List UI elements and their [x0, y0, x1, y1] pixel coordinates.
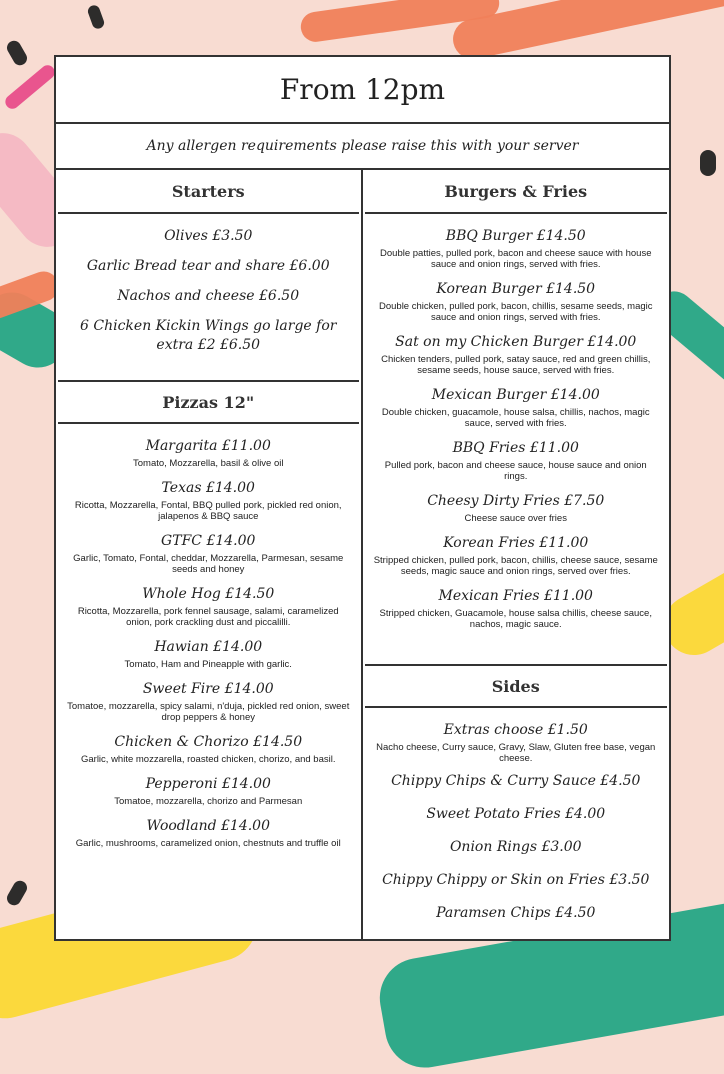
item-name: Nachos and cheese £6.50 — [117, 288, 300, 304]
item-description: Garlic, white mozzarella, roasted chicken, chorizo, and basil. — [80, 754, 336, 765]
burgers-heading: Burgers & Fries — [365, 170, 668, 214]
item-description: Ricotta, Mozzarella, pork fennel sausage, salami, caramelized onion, pork crackling dust and piccalilli. — [77, 606, 339, 628]
item-name: GTFC £14.00 — [161, 533, 256, 549]
item-description: Garlic, Tomato, Fontal, cheddar, Mozzarella, Parmesan, sesame seeds and honey — [73, 553, 344, 575]
menu-item — [66, 257, 351, 276]
item-name: BBQ Burger £14.50 — [445, 228, 586, 244]
menu-title: From 12pm — [56, 57, 669, 124]
item-name: Sweet Potato Fries £4.00 — [426, 806, 606, 822]
item-description: Nacho cheese, Curry sauce, Gravy, Slaw, Gluten free base, vegan cheese. — [376, 742, 656, 764]
menu-item — [66, 637, 351, 670]
menu-item — [373, 721, 660, 764]
item-name: Korean Burger £14.50 — [436, 281, 596, 297]
menu-item — [66, 584, 351, 628]
item-name: 6 Chicken Kickin Wings go large for extra £2 £6.50 — [80, 318, 337, 353]
sides-heading: Sides — [365, 664, 668, 708]
item-name: Chippy Chips & Curry Sauce £4.50 — [391, 773, 641, 789]
menu-item — [66, 816, 351, 849]
item-name: Chicken & Chorizo £14.50 — [114, 734, 303, 750]
menu-item — [66, 531, 351, 575]
item-name: Onion Rings £3.00 — [449, 839, 582, 855]
menu-item — [373, 385, 660, 429]
menu-item — [66, 436, 351, 469]
menu-item — [66, 774, 351, 807]
item-name: Hawian £14.00 — [154, 639, 263, 655]
item-description: Double patties, pulled pork, bacon and cheese sauce with house sauce and onion rings, served with fries. — [380, 248, 652, 270]
starters-heading: Starters — [58, 170, 359, 214]
menu-card — [54, 55, 671, 941]
item-description: Cheese sauce over fries — [464, 513, 567, 524]
menu-item — [66, 679, 351, 723]
menu-item — [373, 279, 660, 323]
sides-list — [363, 708, 670, 923]
item-description: Garlic, mushrooms, caramelized onion, chestnuts and truffle oil — [75, 838, 341, 849]
item-description: Stripped chicken, Guacamole, house salsa chillis, cheese sauce, nachos, magic sauce. — [379, 608, 652, 630]
item-description: Stripped chicken, pulled pork, bacon, chillis, cheese sauce, sesame seeds, magic sauce and onion rings, served over fries. — [373, 555, 658, 577]
left-column — [56, 170, 363, 939]
item-name: Paramsen Chips £4.50 — [436, 905, 596, 921]
item-name: Mexican Burger £14.00 — [431, 387, 600, 403]
item-description: Chicken tenders, pulled pork, satay sauce, red and green chillis, sesame seeds, house sauce, served with fries. — [381, 354, 651, 376]
right-column — [363, 170, 670, 939]
item-name: Cheesy Dirty Fries £7.50 — [427, 493, 605, 509]
item-name: Extras choose £1.50 — [443, 722, 588, 738]
item-description: Double chicken, pulled pork, bacon, chillis, sesame seeds, magic sauce and onion rings, served with fries. — [378, 301, 653, 323]
item-description: Pulled pork, bacon and cheese sauce, house sauce and onion rings. — [384, 460, 647, 482]
item-description: Double chicken, guacamole, house salsa, chillis, nachos, magic sauce, served with fries. — [381, 407, 650, 429]
menu-item — [373, 805, 660, 824]
item-name: Sweet Fire £14.00 — [142, 681, 274, 697]
menu-item — [66, 317, 351, 355]
item-name: Sat on my Chicken Burger £14.00 — [395, 334, 637, 350]
item-name: Whole Hog £14.50 — [142, 586, 275, 602]
menu-item — [373, 438, 660, 482]
pizzas-heading: Pizzas 12" — [58, 380, 359, 424]
menu-item — [66, 227, 351, 246]
item-description: Tomatoe, mozzarella, chorizo and Parmesan — [114, 796, 303, 807]
item-name: Texas £14.00 — [161, 480, 255, 496]
menu-item — [373, 491, 660, 524]
item-name: Garlic Bread tear and share £6.00 — [86, 258, 330, 274]
item-name: BBQ Fries £11.00 — [452, 440, 579, 456]
menu-item — [373, 586, 660, 630]
item-description: Tomato, Mozzarella, basil & olive oil — [133, 458, 284, 469]
allergen-notice: Any allergen requirements please raise this with your server — [56, 124, 669, 170]
item-description: Tomatoe, mozzarella, spicy salami, n'duja, pickled red onion, sweet drop peppers & honey — [67, 701, 350, 723]
item-name: Woodland £14.00 — [146, 818, 270, 834]
menu-item — [66, 478, 351, 522]
menu-item — [373, 332, 660, 376]
menu-item — [66, 732, 351, 765]
menu-item — [373, 838, 660, 857]
item-name: Pepperoni £14.00 — [145, 776, 271, 792]
item-name: Korean Fries £11.00 — [443, 535, 589, 551]
menu-item — [66, 287, 351, 306]
burgers-list — [363, 214, 670, 664]
starters-list — [56, 214, 361, 380]
item-name: Olives £3.50 — [164, 228, 253, 244]
item-description: Ricotta, Mozzarella, Fontal, BBQ pulled pork, pickled red onion, jalapenos & BBQ sauce — [74, 500, 342, 522]
menu-item — [373, 904, 660, 923]
menu-item — [373, 533, 660, 577]
item-name: Margarita £11.00 — [145, 438, 271, 454]
menu-item — [373, 871, 660, 890]
item-name: Mexican Fries £11.00 — [438, 588, 593, 604]
menu-item — [373, 226, 660, 270]
item-description: Tomato, Ham and Pineapple with garlic. — [124, 659, 292, 670]
item-name: Chippy Chippy or Skin on Fries £3.50 — [382, 872, 650, 888]
menu-item — [373, 772, 660, 791]
pizzas-list — [56, 424, 361, 849]
